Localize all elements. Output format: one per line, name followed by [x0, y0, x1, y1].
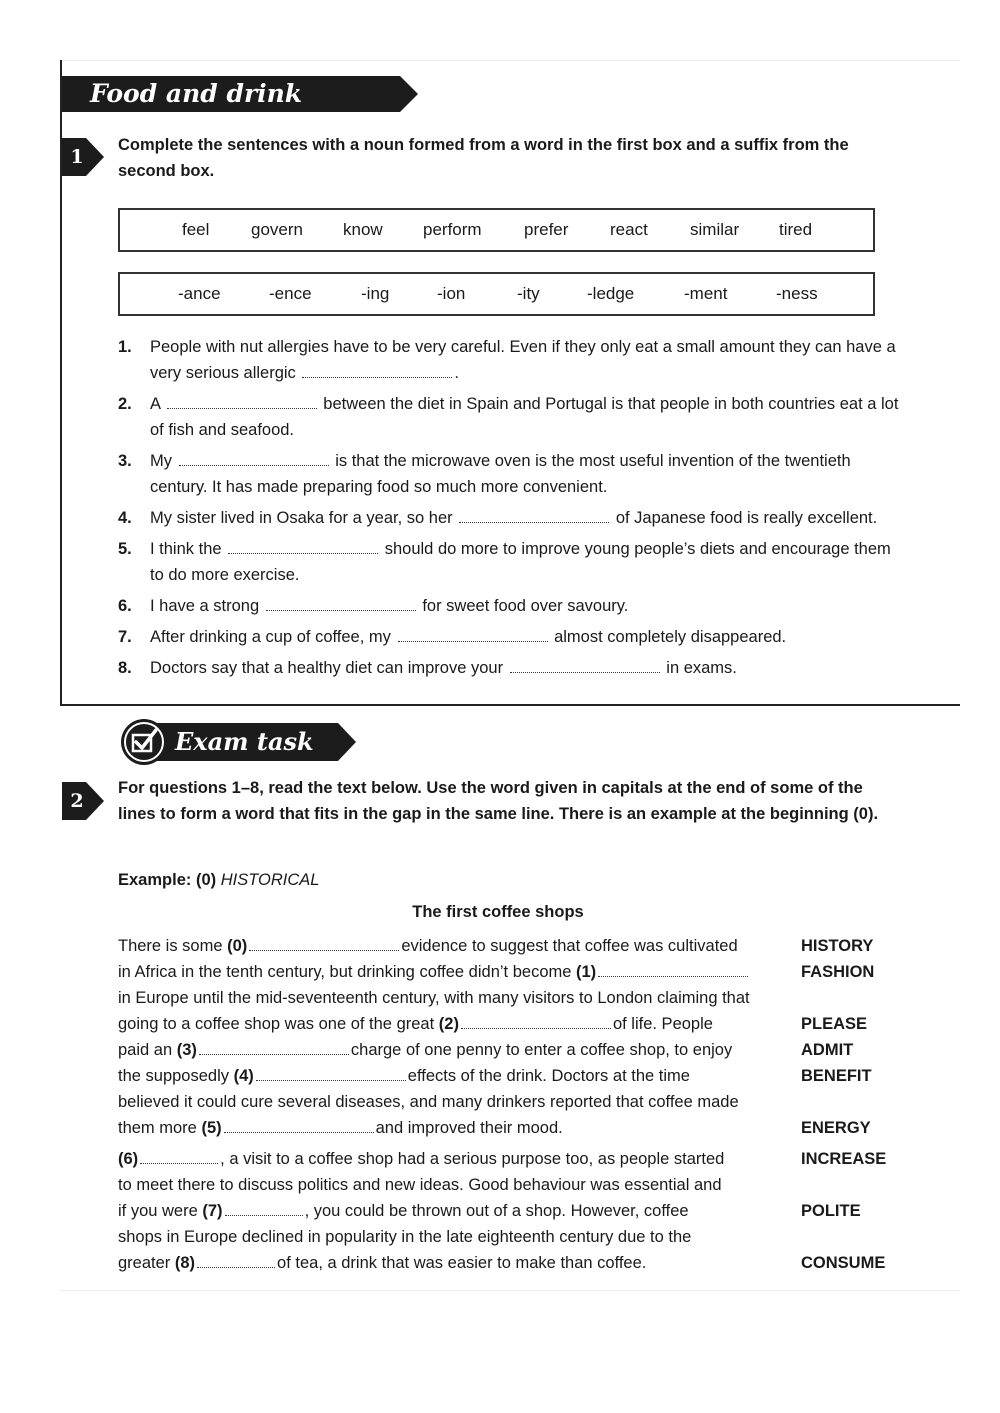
top-divider [60, 60, 960, 61]
sentence-text-after: almost completely disappeared. [554, 628, 787, 646]
section-banner-exam-task [120, 718, 356, 766]
sentence-number: 3. [118, 452, 132, 470]
gap-number: (8) [174, 1254, 196, 1272]
exercise-number: 1 [70, 146, 84, 168]
sentence-number: 8. [118, 659, 132, 677]
sentence-text-before: I have a strong [150, 597, 260, 615]
line-text-before: in Africa in the tenth century, but drinking coffee didn’t become [118, 963, 572, 981]
line-text-after: , you could be thrown out of a shop. However, coffee [304, 1202, 689, 1220]
text-line [118, 1224, 908, 1250]
gap-number: (1) [576, 963, 597, 981]
exercise-instruction: For questions 1–8, read the text below. Use the word given in capitals at the end of some of the lines to form a word that fits in the gap in the same line. There is an example at the beginning (0). [118, 779, 879, 823]
sentence-text-after: of Japanese food is really excellent. [615, 509, 878, 527]
sentence-text-before: I think the [150, 540, 222, 558]
sentence-text-before: My sister lived in Osaka for a year, so her [150, 509, 453, 527]
cue-word: ADMIT [801, 1041, 854, 1059]
word-item: govern [251, 220, 303, 239]
sentence-text-before: After drinking a cup of coffee, my [150, 628, 391, 646]
suffix-box [118, 272, 875, 316]
text-line [118, 1063, 908, 1089]
answer-blank[interactable] [225, 1201, 303, 1216]
line-text-before: paid an [118, 1041, 173, 1059]
checkbox-tick-icon [120, 718, 168, 766]
answer-blank[interactable] [224, 1118, 374, 1133]
exercise-number-badge [62, 138, 104, 176]
line-text-before: the supposedly [118, 1067, 229, 1085]
cue-word: ENERGY [801, 1119, 871, 1137]
line-text-after: , a visit to a coffee shop had a serious purpose too, as people started [220, 1150, 725, 1168]
example-label: Example: (0) [118, 871, 217, 889]
exercise-number: 2 [70, 790, 84, 812]
word-item: similar [690, 220, 740, 239]
answer-blank[interactable] [266, 596, 416, 611]
text-line [118, 1089, 908, 1115]
gap-fill-text [118, 933, 908, 1276]
suffix-item: -ledge [587, 284, 635, 303]
answer-blank[interactable] [228, 539, 378, 554]
text-line [118, 1146, 908, 1172]
sentence-text-before: Doctors say that a healthy diet can improve your [150, 659, 504, 677]
line-text: to meet there to discuss politics and new ideas. Good behaviour was essential and [118, 1176, 722, 1194]
sentence-number: 1. [118, 338, 132, 356]
text-line [118, 959, 908, 985]
sentence-item [118, 505, 908, 531]
text-line [118, 933, 908, 959]
line-text-after: of life. People [612, 1015, 713, 1033]
text-line [118, 1198, 908, 1224]
sentence-item [118, 593, 908, 619]
example-line [118, 871, 319, 890]
sentence-text-after: for sweet food over savoury. [422, 597, 629, 615]
sentence-number: 6. [118, 597, 132, 615]
text-line [118, 1115, 908, 1141]
section-banner-food-and-drink [62, 76, 418, 112]
cue-word: FASHION [801, 963, 875, 981]
cue-word: BENEFIT [801, 1067, 872, 1085]
answer-blank[interactable] [302, 363, 452, 378]
line-text-before: if you were [118, 1202, 198, 1220]
word-box [118, 208, 875, 252]
gap-number: (3) [176, 1041, 197, 1059]
answer-blank[interactable] [459, 508, 609, 523]
exercise-instruction: Complete the sentences with a noun formed from a word in the first box and a suffix from the second box. [118, 136, 849, 180]
suffix-item: -ing [361, 284, 390, 303]
gap-number: (5) [201, 1119, 222, 1137]
word-item: tired [779, 220, 813, 239]
word-item: prefer [524, 220, 569, 239]
suffix-item: -ion [437, 284, 466, 303]
answer-blank[interactable] [461, 1014, 611, 1029]
line-text: in Europe until the mid-seventeenth century, with many visitors to London claiming that [118, 989, 750, 1007]
line-text-before: greater [118, 1254, 171, 1272]
sentence-text-after: . [454, 364, 459, 382]
suffix-item: -ment [684, 284, 728, 303]
exercise-number-badge [62, 782, 104, 820]
gap-number: (0) [227, 937, 248, 955]
sentence-item [118, 536, 908, 588]
exercise-sentences [118, 334, 908, 686]
line-text-after: effects of the drink. Doctors at the time [407, 1067, 690, 1085]
gap-number: (6) [118, 1150, 139, 1168]
sentence-text-before: A [150, 395, 161, 413]
text-line [118, 1250, 908, 1276]
line-text-after: and improved their mood. [375, 1119, 563, 1137]
answer-blank[interactable] [398, 627, 548, 642]
line-text-before: There is some [118, 937, 223, 955]
text-line [118, 1037, 908, 1063]
answer-blank[interactable] [256, 1066, 406, 1081]
section-divider [60, 704, 960, 706]
bottom-divider [60, 1290, 960, 1291]
answer-blank[interactable] [598, 962, 748, 977]
suffix-item: -ence [269, 284, 312, 303]
sentence-text-after: in exams. [666, 659, 737, 677]
answer-blank[interactable] [140, 1149, 218, 1164]
answer-blank[interactable] [167, 394, 317, 409]
word-item: perform [423, 220, 482, 239]
sentence-number: 7. [118, 628, 132, 646]
answer-blank[interactable] [249, 936, 399, 951]
line-text-before: them more [118, 1119, 197, 1137]
example-answer: HISTORICAL [220, 871, 320, 889]
sentence-item [118, 448, 908, 500]
sentence-text-after: should do more to improve young people’s diets and encourage them to do more exercise. [150, 540, 891, 584]
answer-blank[interactable] [197, 1253, 275, 1268]
line-text: shops in Europe declined in popularity in the late eighteenth century due to the [118, 1228, 692, 1246]
line-text-after: charge of one penny to enter a coffee shop, to enjoy [350, 1041, 733, 1059]
word-item: react [610, 220, 648, 239]
answer-blank[interactable] [510, 658, 660, 673]
sentence-text-after: is that the microwave oven is the most useful invention of the twentieth century. It has made preparing food so much more convenient. [150, 452, 851, 496]
line-text: believed it could cure several diseases, and many drinkers reported that coffee made [118, 1093, 739, 1111]
sentence-text-before: My [150, 452, 172, 470]
line-text-after: evidence to suggest that coffee was cultivated [401, 937, 738, 955]
section-title: Exam task [175, 727, 314, 756]
cue-word: INCREASE [801, 1150, 887, 1168]
suffix-item: -ance [178, 284, 221, 303]
text-title: The first coffee shops [412, 903, 584, 921]
line-text-after: of tea, a drink that was easier to make than coffee. [277, 1254, 647, 1272]
sentence-number: 2. [118, 395, 132, 413]
gap-number: (2) [438, 1015, 459, 1033]
text-line [118, 1172, 908, 1198]
gap-number: (4) [233, 1067, 254, 1085]
gap-number: (7) [202, 1202, 223, 1220]
sentence-item [118, 391, 908, 443]
sentence-number: 4. [118, 509, 132, 527]
sentence-text-before: People with nut allergies have to be very careful. Even if they only eat a small amount they can have a very serious allergic [150, 338, 896, 382]
sentence-number: 5. [118, 540, 132, 558]
section-title: Food and drink [90, 79, 303, 108]
cue-word: PLEASE [801, 1015, 868, 1033]
answer-blank[interactable] [179, 451, 329, 466]
suffix-item: -ity [517, 284, 540, 303]
word-item: feel [182, 220, 210, 239]
text-line [118, 985, 908, 1011]
suffix-item: -ness [776, 284, 818, 303]
cue-word: POLITE [801, 1202, 861, 1220]
word-item: know [343, 220, 383, 239]
sentence-text-after: between the diet in Spain and Portugal is that people in both countries eat a lot of fish and seafood. [150, 395, 899, 439]
sentence-item [118, 624, 908, 650]
cue-word: CONSUME [801, 1254, 886, 1272]
text-line [118, 1011, 908, 1037]
cue-word: HISTORY [801, 937, 874, 955]
answer-blank[interactable] [199, 1040, 349, 1055]
sentence-item [118, 334, 908, 386]
line-text-before: going to a coffee shop was one of the great [118, 1015, 435, 1033]
sentence-item [118, 655, 908, 681]
